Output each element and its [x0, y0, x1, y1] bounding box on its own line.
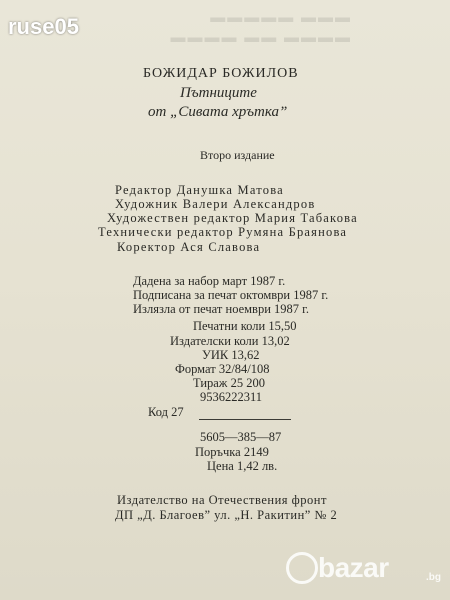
- imprint-order: Поръчка 2149: [195, 445, 269, 459]
- credit-proofreader: Коректор Ася Славова: [117, 240, 261, 254]
- book-edition: Второ издание: [200, 148, 275, 162]
- book-title-line2: от „Сивата хрътка”: [148, 104, 288, 120]
- publisher-name: Издателство на Отечествения фронт: [117, 493, 327, 507]
- imprint-uik: УИК 13,62: [202, 348, 260, 362]
- bazar-logo-text: bazar: [318, 552, 389, 583]
- imprint-format: Формат 32/84/108: [175, 362, 270, 376]
- bleed-through-text: ▬▬▬ ▬▬▬▬▬ ▬▬▬▬ ▬▬ ▬▬▬▬: [168, 10, 350, 46]
- bazar-logo-tld: .bg: [426, 572, 441, 583]
- imprint-print-sheets: Печатни коли 15,50: [193, 319, 297, 333]
- bazar-logo-mark: [286, 552, 318, 584]
- imprint-price: Цена 1,42 лв.: [207, 459, 278, 473]
- imprint-signed-date: Подписана за печат октомври 1987 г.: [133, 288, 329, 302]
- imprint-code-label: Код 27: [148, 405, 184, 419]
- credit-tech-editor: Технически редактор Румяна Браянова: [98, 225, 348, 239]
- imprint-publisher-sheets: Издателски коли 13,02: [170, 334, 290, 348]
- bazar-logo-watermark: [286, 548, 441, 594]
- imprint-code-suffix: 5605—385—87: [200, 430, 282, 444]
- imprint-code-number: 9536222311: [200, 390, 263, 404]
- credit-editor: Редактор Данушка Матова: [115, 183, 284, 197]
- seller-watermark: ruse05: [8, 14, 79, 39]
- code-fraction-rule: [199, 419, 291, 420]
- imprint-release-date: Излязла от печат ноември 1987 г.: [133, 302, 309, 316]
- book-title-line1: Пътниците: [180, 85, 257, 101]
- imprint-typeset-date: Дадена за набор март 1987 г.: [133, 274, 286, 288]
- imprint-print-run: Тираж 25 200: [193, 376, 265, 390]
- book-author: БОЖИДАР БОЖИЛОВ: [143, 66, 299, 81]
- credit-artist: Художник Валери Александров: [115, 197, 316, 211]
- credit-art-editor: Художествен редактор Мария Табакова: [107, 211, 358, 225]
- publisher-address: ДП „Д. Благоев” ул. „Н. Ракитин” № 2: [115, 508, 338, 522]
